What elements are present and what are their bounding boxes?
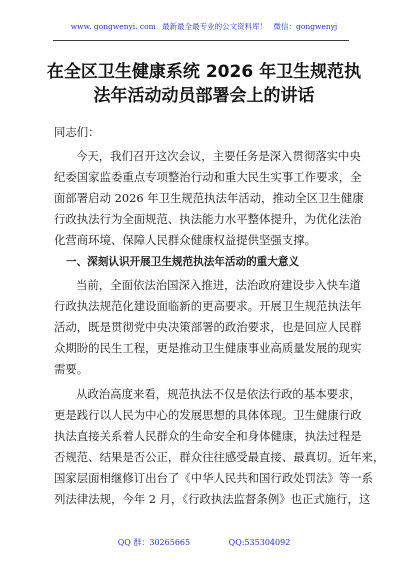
body-line: 化营商环境、保障人民群众健康权益提供坚强支撑。 [54,233,316,247]
body-line: 国家层面相继修订出台了《中华人民共和国行政处罚法》等一系 [54,471,373,485]
section-heading: 一、深刻认识开展卫生规范执法年活动的重大意义 [66,256,300,268]
header-website[interactable]: www. gongwenyi. com [70,22,156,31]
page-footer [0,537,408,548]
body-line: 执法直接关系着人民群众的生命安全和身体健康，执法过程是 [54,429,362,443]
title-line-1: 在全区卫生健康系统 2026 年卫生规范执 [46,62,362,82]
body-line: 行政执法规范化建设面临新的更高要求。开展卫生规范执法年 [54,299,362,313]
document-title [0,60,408,108]
title-line-2: 法年活动动员部署会上的讲话 [93,86,315,106]
body-line: 从政治高度来看，规范执法不仅是依法行政的基本要求， [76,387,361,401]
header-slogan: 最新最全最专业的公文资料库！ [162,22,268,31]
body-line: 行政执法行为全面规范、执法能力水平整体提升，为优化法治 [54,212,362,226]
header-divider [53,40,349,41]
body-line: 列法律法规，今年 2 月，《行政执法监督条例》也正式施行，这 [54,492,371,506]
body-line: 今天，我们召开这次会议，主要任务是深入贯彻落实中央 [76,149,361,163]
body-line: 众期盼的民生工程，更是推动卫生健康事业高质量发展的现实 [54,341,362,355]
body-line: 更是践行以人民为中心的发展思想的具体体现。卫生健康行政 [54,408,362,422]
header-wechat: 微信：gongwenyj [273,22,338,31]
body-line: 需要。 [54,362,89,376]
body-line: 面部署启动 2026 年卫生规范执法年活动，推动全区卫生健康 [54,191,364,205]
page-header [0,21,408,32]
body-line: 纪委国家监委重点专项整治行动和重大民生实事工作要求，全 [54,170,362,184]
salutation: 同志们： [54,125,100,139]
footer-qq: QQ:535304092 [228,538,291,547]
footer-qq-group: QQ 群：30265665 [117,538,191,547]
body-line: 活动，既是贯彻党中央决策部署的政治要求，也是回应人民群 [54,320,362,334]
body-line: 当前，全面依法治国深入推进，法治政府建设步入快车道 [76,278,361,292]
body-line: 否规范、结果是否公正，群众往往感受最直接、最真切。近年来， [54,450,385,464]
